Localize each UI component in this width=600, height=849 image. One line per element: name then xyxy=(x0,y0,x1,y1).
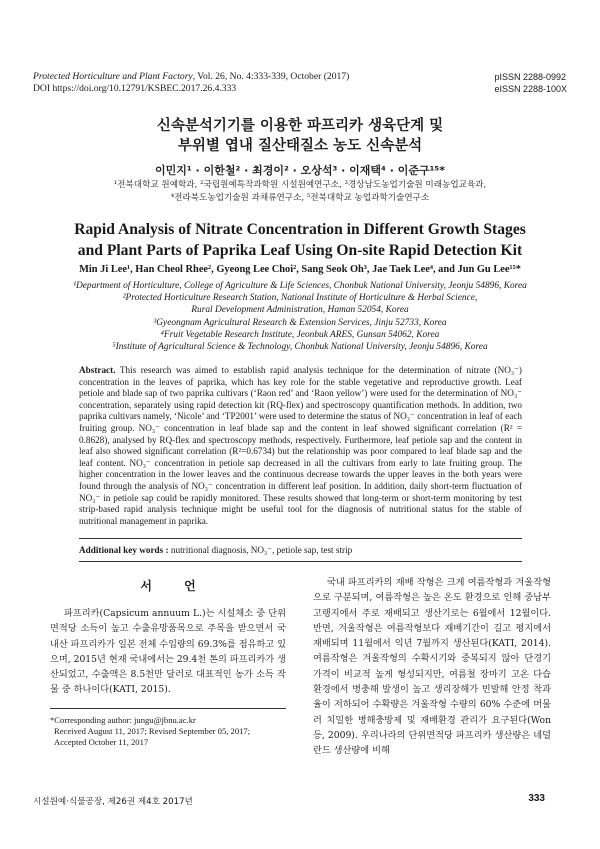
footnote-rule xyxy=(50,708,286,709)
affiliation-line: ¹Department of Horticulture, College of Agriculture & Life Sciences, Chonbuk National University, Jeonju 54896, Korea xyxy=(73,281,527,291)
body-column-right xyxy=(313,575,551,759)
korean-affiliation-line: ⁴전라북도농업기술원 과채류연구소, ⁵전북대학교 농업과학기술연구소 xyxy=(170,192,430,203)
eissn: eISSN 2288-100X xyxy=(494,84,567,94)
affiliation-line: Rural Development Administration, Haman 52054, Korea xyxy=(191,305,409,316)
pissn: pISSN 2288-0992 xyxy=(494,72,566,82)
received-date: Received August 11, 2017; Revised September 05, 2017; xyxy=(54,726,251,737)
keywords-bottom-rule xyxy=(79,561,522,562)
keywords xyxy=(79,545,522,556)
korean-affiliations xyxy=(0,179,600,204)
intro-paragraph: 파프리카(Capsicum annuum L.)는 시설채소 중 단위면적당 소득이 높고 수출유망품목으로 주목을 받으면서 국내산 파프리카가 일본 전체 수입량의 69.3%를 점유하고 있으며, 2015년 현재 국내에서는 29.4천 톤의 파프리카가 생산되었고, 수출액은 8.5천만 달러로 대표적인 농가 소득 작물 중 하나이다(KATI, 2015). xyxy=(50,608,287,696)
affiliation-line: ³Gyeongnam Agricultural Research & Extension Services, Jinju 52733, Korea xyxy=(153,317,447,328)
english-authors: Min Ji Lee¹, Han Cheol Rhee², Gyeong Lee Choi², Sang Seok Oh³, Jae Taek Lee⁴, and Jun Gu Lee¹⁵* xyxy=(79,264,521,275)
affiliation-line: ⁴Fruit Vegetable Research Institute, Jeonbuk ARES, Gunsan 54062, Korea xyxy=(160,329,440,340)
footer-journal: 시설원예·식물공장, 제26권 제4호 2017년 xyxy=(33,797,193,807)
abstract xyxy=(79,365,522,527)
keywords-top-rule xyxy=(79,538,522,539)
journal-name: Protected Horticulture and Plant Factory xyxy=(33,71,193,82)
corresponding-author[interactable]: *Corresponding author: jungu@jbnu.ac.kr xyxy=(50,715,196,725)
doi-text[interactable]: DOI https://doi.org/10.12791/KSBEC.2017.26.4.333 xyxy=(33,83,237,94)
volume-info: , Vol. 26, No. 4:333-339, October (2017) xyxy=(192,71,350,82)
affiliation-line: ⁵Institute of Agricultural Science & Technology, Chonbuk National University, Jeonju 54896, Korea xyxy=(112,342,488,353)
keywords-text: nutritional diagnosis, NO₃⁻, petiole sap, test strip xyxy=(168,545,353,555)
korean-authors: 이민지¹ · 이한철² · 최경이² · 오상석³ · 이재택⁴ · 이준구¹⁵* xyxy=(155,164,445,177)
english-title-line-1: Rapid Analysis of Nitrate Concentration in Different Growth Stages xyxy=(74,221,526,238)
korean-affiliation-line: ¹전북대학교 원예학과, ²국립원예특작과학원 시설원예연구소, ³경상남도농업기술원 미래농업교육과, xyxy=(113,180,487,190)
footnote xyxy=(50,715,286,749)
english-affiliations xyxy=(0,280,600,353)
affiliation-line: ²Protected Horticulture Research Station, National Institute of Horticulture & Herbal Science, xyxy=(122,293,478,304)
korean-title-line-2: 부위별 엽내 질산태질소 농도 신속분석 xyxy=(177,138,423,154)
intro-paragraph-continued: 국내 파프리카의 재배 작형은 크게 여름작형과 겨울작형으로 구분되며, 여름작형은 높은 온도 환경으로 인해 중남부 고랭지에서 주로 재배되고 생산기로는 6월에서 12월이다. 반면, 겨울작형은 여름작형보다 재배기간이 길고 평지에서 재배되며 11월에서 익년 7월까지 생산된다(KATI, 2014). 여름작형은 겨울작형의 수확시기와 중복되지 않아 단경기 가격이 비교적 높게 형성되지만, 여름철 장마기 고온 다습 환경에서 병충해 발생이 높고 생리장해가 빈발해 안정 착과율이 저하되어 수확량은 겨울작형 수량의 60% 수준에 머물러 치밀한 병해충방제 및 재배환경 관리가 요구된다(Won 등, 2009). 우리나라의 단위면적당 파프리카 생산량은 네덜란드 생산량에 비해 xyxy=(313,577,551,757)
korean-title xyxy=(0,116,600,156)
issn-block xyxy=(494,71,567,95)
english-title-line-2: and Plant Parts of Paprika Leaf Using On-site Rapid Detection Kit xyxy=(77,242,523,259)
korean-title-line-1: 신속분석기기를 이용한 파프리카 생육단계 및 xyxy=(156,118,444,134)
abstract-label: Abstract. xyxy=(79,365,116,375)
section-heading: 서 언 xyxy=(140,579,210,593)
english-title xyxy=(0,219,600,261)
page-number: 333 xyxy=(528,793,545,804)
journal-header xyxy=(33,71,349,95)
keywords-label: Additional key words : xyxy=(79,545,169,555)
accepted-date: Accepted October 11, 2017 xyxy=(54,737,149,748)
body-column-left xyxy=(50,575,286,698)
abstract-text: This research was aimed to establish rapid analysis technique for the determination of nitrate (NO₃⁻) concentration in the leaves of paprika, which has key role for the stable vegetative and reproductive growth. Leaf petiole and blade sap of two paprika cultivars (‘Raon red’ and ‘Raon yellow’) were used for the determination of NO₃⁻ concentration, separately using rapid detection kit (RQ-flex) and spectroscopy quantification methods. In addition, two paprika cultivars namely, ‘Nicole’ and ‘TP2001’ were used to determine the status of NO₃⁻ concentration in leaf of each fruiting group. NO₃⁻ concentration in leaf blade sap and the content in leaf showed significant correlation (R² = 0.8628), analysed by RQ-flex and spectroscopy methods, respectively. Furthermore, leaf petiole sap and the content in leaf also showed significant correlation (R²=0.6734) but the relationship was poor compared to leaf blade sap and the leaf content. NO₃⁻ concentration in petiole sap decreased in all the cultivars from early to late fruiting group. The higher concentration in the lower leaves and the continuous decrease towards the upper leaves in the both years were found through the analysis of NO₃⁻ concentration in different leaf position. In addition, daily short-term fluctuation of NO₃⁻ in petiole sap could be rapidly monitored. These results showed that long-term or short-term monitoring by test strip-based rapid analysis technique might be useful tool for the diagnosis of nutritional status for the stable of nutritional management in paprika. xyxy=(79,365,522,526)
